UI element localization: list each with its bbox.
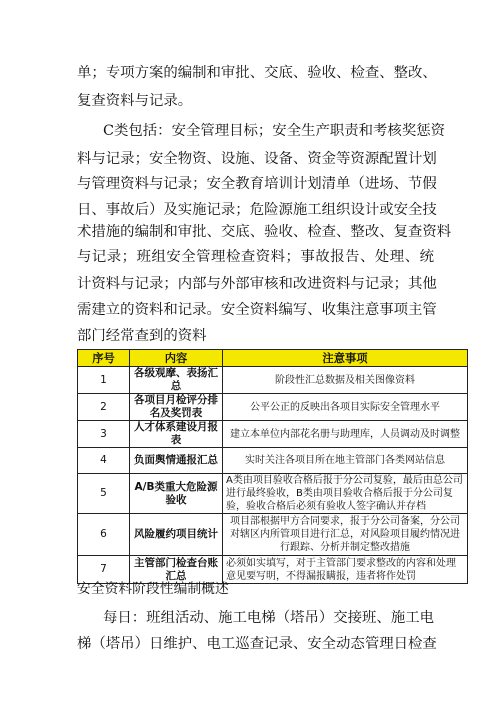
table-header-row — [78, 350, 468, 367]
row-note: A类由项目验收合格后报于分公司复验，最后由总公司进行最终验收，B类由项目验收合格后报于分公司复验，验收合格后必须有验收人签字确认并存档 — [223, 474, 468, 514]
row-no: 7 — [78, 556, 130, 584]
text-line: 部门经常查到的资料 — [77, 328, 207, 344]
table-row — [78, 514, 468, 556]
row-no: 5 — [78, 474, 130, 514]
row-item: 主管部门检查台账汇总 — [130, 556, 223, 584]
row-no: 3 — [78, 421, 130, 448]
row-note: 项目部根据甲方合同要求，报于分公司备案，分公司对辖区内所管项目进行汇总，对风险项目履约情况进行跟踪、分析并制定整改措施 — [223, 514, 468, 556]
row-item: A/B类重大危险源验收 — [130, 474, 223, 514]
notes-table — [77, 349, 468, 584]
text-line: 计资料与记录；内部与外部审核和改进资料与记录；其他 — [77, 276, 437, 292]
row-note: 阶段性汇总数据及相关图像资料 — [223, 367, 468, 394]
text-line: C类包括：安全管理目标；安全生产职责和考核奖惩资 — [103, 123, 445, 139]
header-no: 序号 — [78, 350, 130, 367]
table-row — [78, 474, 468, 514]
row-no: 1 — [78, 367, 130, 394]
row-item: 各项目月检评分排名及奖罚表 — [130, 394, 223, 421]
row-no: 2 — [78, 394, 130, 421]
text-line: 术措施的编制和审批、交底、验收、检查、整改、复查资料 — [77, 224, 452, 240]
row-note: 公平公正的反映出各项目实际安全管理水平 — [223, 394, 468, 421]
row-note: 建立本单位内部花名册与助理库，人员调动及时调整 — [223, 421, 468, 448]
row-note: 必须如实填写，对于主管部门要求整改的内容和处理意见要写明，不得漏报瞒报，违者将作处罚 — [223, 556, 468, 584]
text-line: 单；专项方案的编制和审批、交底、验收、检查、整改、 — [77, 65, 437, 81]
text-line: 与记录；班组安全管理检查资料；事故报告、处理、统 — [77, 249, 434, 265]
header-item: 内容 — [130, 350, 223, 367]
text-line: 料与记录；安全物资、设施、设备、资金等资源配置计划 — [77, 151, 437, 167]
table-row — [78, 421, 468, 448]
text-line: 复查资料与记录。 — [77, 93, 193, 109]
text-line: 每日：班组活动、施工电梯（塔吊）交接班、施工电 — [103, 610, 434, 626]
section-title: 安全资料阶段性编制概述 — [77, 581, 229, 597]
text-line: 梯（塔吊）日维护、电工巡查记录、安全动态管理日检查 — [77, 636, 437, 652]
row-item: 风险履约项目统计 — [130, 514, 223, 556]
text-line: 需建立的资料和记录。安全资料编写、收集注意事项主管 — [77, 302, 437, 318]
header-note: 注意事项 — [223, 350, 468, 367]
row-item: 各级观摩、表扬汇总 — [130, 367, 223, 394]
row-note: 实时关注各项目所在地主管部门各类网站信息 — [223, 448, 468, 474]
row-item: 负面舆情通报汇总 — [130, 448, 223, 474]
text-line: 与管理资料与记录；安全教育培训计划清单（进场、节假 — [77, 176, 437, 192]
table-row — [78, 394, 468, 421]
row-item: 人才体系建设月报表 — [130, 421, 223, 448]
row-no: 6 — [78, 514, 130, 556]
table-row — [78, 448, 468, 474]
table-row — [78, 367, 468, 394]
row-no: 4 — [78, 448, 130, 474]
text-line: 日、事故后）及实施记录；危险源施工组织设计或安全技 — [77, 202, 437, 218]
